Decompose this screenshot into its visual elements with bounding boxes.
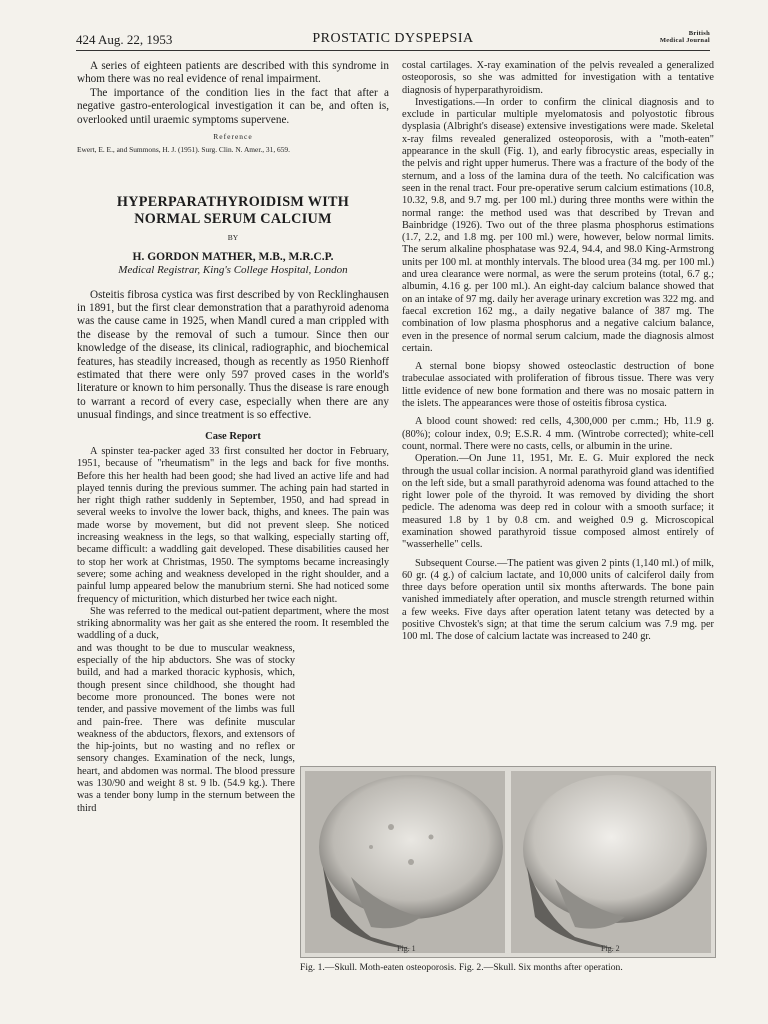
case-paragraph: She was referred to the medical out-patient department, where the most striking abnormality was her gait as she entered the room. It resembled the waddling of a duck, xyxy=(77,605,389,642)
figure-caption: Fig. 1.—Skull. Moth-eaten osteoporosis. Fig. 2.—Skull. Six months after operation. xyxy=(300,962,623,973)
blood-count-paragraph: A blood count showed: red cells, 4,300,000 per c.mm.; Hb, 11.9 g. (80%); colour index, 0.9; E.S.R. 4 mm. (Wintrobe corrected); white-cell count, normal. There were no casts, cells, or albumin in the urine. xyxy=(402,416,714,452)
journal-name-line2: Medical Journal xyxy=(659,37,710,44)
subsequent-course-paragraph: Subsequent Course.—The patient was given 2 pints (1,140 ml.) of milk, 60 gr. (4 g.) of calcium lactate, and 10,000 units of calciferol daily from three days before operation until six months afterwards. The bone pain vanished immediately after operation, and muscle strength returned within a few weeks. Five days after operation latent tetany was detected by a positive Chvostek's sign; at that time the serum calcium was 7.9 mg. per 100 ml. The dose of calcium lactate was increased to 240 gr. xyxy=(402,557,714,643)
running-title: PROSTATIC DYSPEPSIA xyxy=(312,31,474,46)
section-heading-case-report: Case Report xyxy=(205,430,261,442)
author-name: H. GORDON MATHER, M.B., M.R.C.P. xyxy=(132,250,334,263)
case-paragraph: A spinster tea-packer aged 33 first consulted her doctor in February, 1951, because of "rheumatism" in the legs and back for five months. Before this her health had been good; she had lived an active life and had played tennis during the previous summer. The aching pain had started in her right thigh rather suddenly in September, 1950, and had spread in several weeks to involve the lower back, thighs, and knees. The pain was made worse by movement, but did not prevent sleep. She noticed increasing weakness in the legs, so that walking, especially starting off, became difficult: a waddling gait developed. These disabilities caused her to stop her work at Christmas, 1950. The symptoms became increasingly severe; some aching and weakness developed in the right shoulder, and a painful lump appeared below the manubrium sterni. She had noticed some frequency of micturition, which disturbed her twice each night. xyxy=(77,445,389,605)
byline-by: BY xyxy=(227,233,239,243)
author-affiliation: Medical Registrar, King's College Hospital, London xyxy=(118,263,348,276)
article-title-line2: NORMAL SERUM CALCIUM xyxy=(134,211,332,228)
biopsy-paragraph: A sternal bone biopsy showed osteoclastic destruction of bone trabeculae associated with proliferation of fibrous tissue. There was very little evidence of new bone formation and there was no mosaic pattern in the islets. The appearances were those of osteitis fibrosa cystica. xyxy=(402,361,714,410)
reference-heading: Reference xyxy=(213,132,253,142)
intro-paragraph: Osteitis fibrosa cystica was first described by von Recklinghausen in 1891, but the first clear demonstration that a parathyroid adenoma was the cause came in 1925, when Mandl cured a man crippled with the disease by the removal of such a tumour. Since then our knowledge of the disease, its clinical, radiographic, and biochemical features, has steadily increased, though as recently as 1950 Rienhoff estimated that there were only 597 proved cases in the world's literature or known to him personally. Thus the disease is rare enough to warrant a record of every case, especially when there are any unusual findings, and since treatment is so effective. xyxy=(77,288,389,422)
investigations-paragraph: Investigations.—In order to confirm the clinical diagnosis and to exclude in particular multiple myelomatosis and polyostotic fibrous dysplasia (Albright's disease) extensive investigations were made. Skeletal x-ray films revealed generalized osteoporosis, with a "moth-eaten" appearance in the skull (Fig. 1), and early fibrocystic areas, especially in the pelvis and right upper humerus. There was a fracture of the body of the sternum, and a loss of the lamina dura of the teeth. No calcification was seen in the renal tract. Four pre-operative serum calcium estimations (10.8, 10.32, 9.8, and 9.7 mg. per 100 ml.) during three months were within the normal range: the method used was that described by Trevan and Bainbridge (1926). Two out of the three plasma phosphorus estimations (1.7, 2.2, and 1.8 mg. per 100 ml.) were, however, below normal limits. The serum alkaline phosphatase was 92.4, 94.4, and 98.0 King-Armstrong units per 100 ml. at monthly intervals. The blood urea (34 mg. per 100 ml.) and urea clearance were normal, as were the serum proteins (total, 6.7 g.; albumin, 4.16 g. per 100 ml.). An eight-day calcium balance showed that on an intake of 97 mg. daily her average urinary excretion was 322 mg. and faecal excretion 162 mg., a daily negative balance of 387 mg. The combination of low plasma phosphorus and a negative calcium balance, even in the presence of normal serum calcium, made the diagnosis almost certain. xyxy=(402,96,714,354)
case-paragraph-continued: and was thought to be due to muscular weakness, especially of the hip abductors. She was of stocky build, and had a marked thoracic kyphosis, which, though present since childhood, she thought had become more pronounced. The bones were not tender, and passive movement of the limbs was full and pain-free. There was definite muscular weakness of the abductors, flexors, and extensors of the hip-joints, but no wasting and no reflex or sensory changes. Examination of the neck, lungs, heart, and abdomen was normal. The blood pressure was 130/90 and weight 8 st. 9 lb. (54.9 kg.). There was a tender bony lump in the sternum between the third xyxy=(77,642,295,814)
page-header xyxy=(76,30,710,51)
article-title xyxy=(77,194,389,228)
fig2-skull xyxy=(523,775,707,923)
operation-paragraph: Operation.—On June 11, 1951, Mr. E. G. Muir explored the neck through the usual collar incision. A normal parathyroid gland was identified on the left side, but a small parathyroid adenoma was found attached to the right lower pole of the thyroid. It was removed by dividing the short pedicle. The adenoma was deep red in colour with a smooth surface; it measured 1.8 by 1 by 0.8 cm. and weighed 0.9 g. Microscopical examination showed parathyroid tissue composed almost entirely of "wasserhelle" cells. xyxy=(402,453,714,551)
reference-entry: Ewert, E. E., and Summons, H. J. (1951). Surg. Clin. N. Amer., 31, 659. xyxy=(77,145,290,155)
fig2-label: Fig. 2 xyxy=(601,944,620,953)
fig1-label: Fig. 1 xyxy=(397,944,416,953)
skull-xray-figure xyxy=(300,766,716,958)
skull-xray-image xyxy=(301,767,715,957)
journal-name-line1: British xyxy=(688,30,710,37)
body-paragraph: costal cartilages. X-ray examination of the pelvis revealed a generalized osteoporosis, so she was admitted for investigation with a tentative diagnosis of hyperparathyroidism. xyxy=(402,60,714,96)
page-number-date: 424 Aug. 22, 1953 xyxy=(76,32,173,47)
right-column xyxy=(402,60,714,644)
fig1-skull xyxy=(319,775,503,919)
journal-name xyxy=(660,30,710,44)
article-title-line1: HYPERPARATHYROIDISM WITH xyxy=(116,194,350,211)
left-column xyxy=(77,60,389,815)
prev-article-paragraph: The importance of the condition lies in the fact that after a negative gastro-enterological investigation it can be, and often is, overlooked until uraemic symptoms supervene. xyxy=(77,86,389,126)
prev-article-paragraph: A series of eighteen patients are described with this syndrome in whom there was no real evidence of renal impairment. xyxy=(77,60,389,86)
